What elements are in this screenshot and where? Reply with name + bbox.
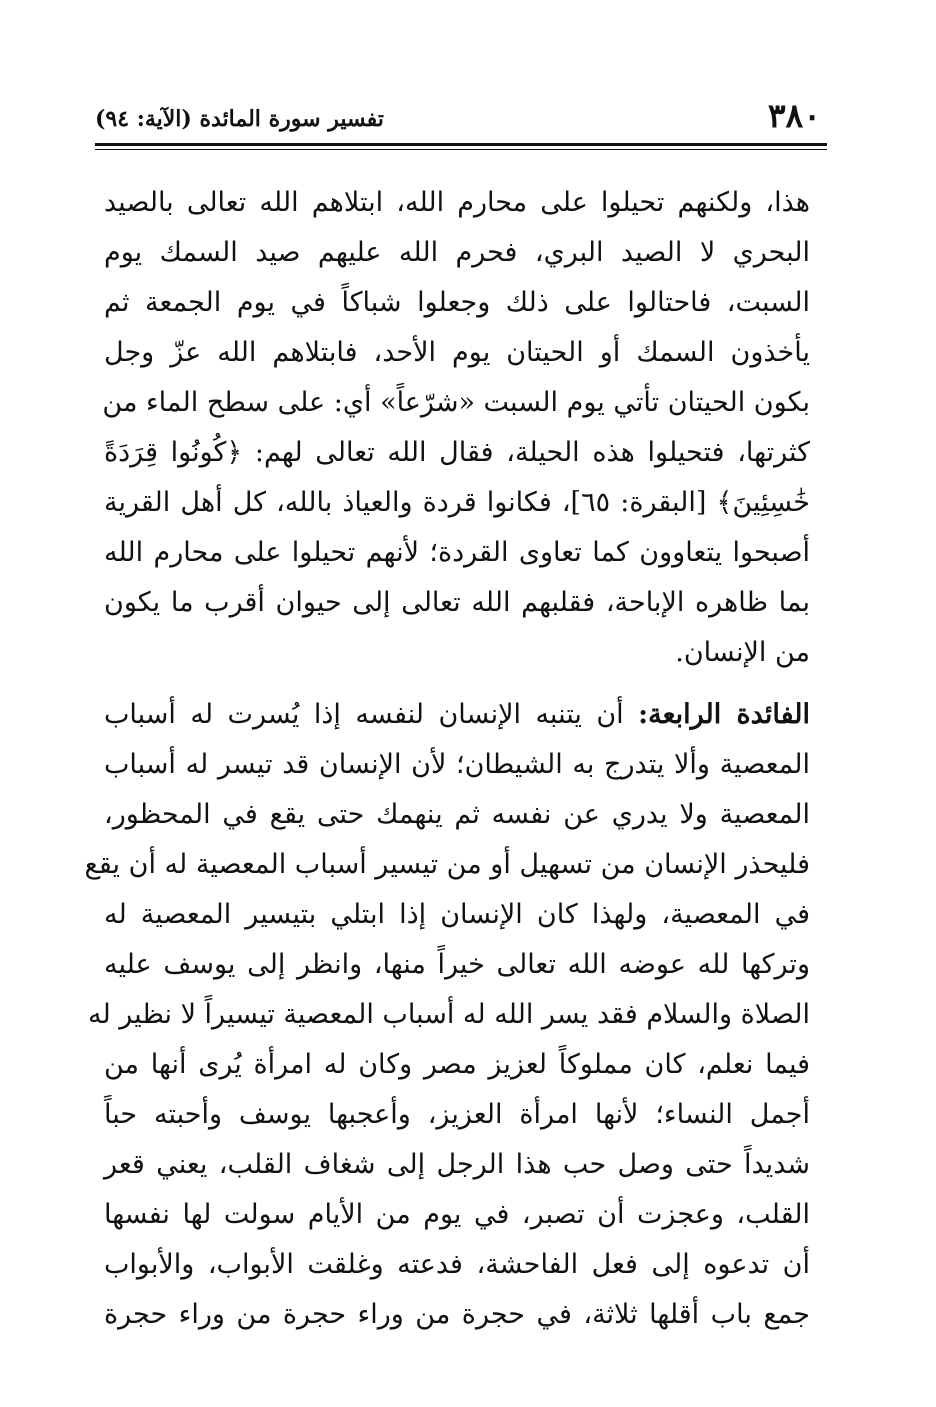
text-line: الصلاة والسلام فقد يسر الله له أسباب المعصية تيسيراً لا نظير له — [88, 999, 810, 1030]
text-line: فليحذر الإنسان من تسهيل أو من تيسير أسباب المعصية له أن يقع — [84, 849, 810, 880]
text-line: خَٰسِئِينَ﴾ [البقرة: ٦٥]، فكانوا قردة والعياذ بالله، كل أهل القرية — [104, 487, 810, 518]
page-header — [95, 96, 827, 142]
text-line: جمع باب أقلها ثلاثة، في حجرة من وراء حجرة من وراء حجرة — [104, 1299, 810, 1330]
text-line-first-rest: أن يتنبه الإنسان لنفسه إذا يُسرت له أسباب — [104, 699, 624, 730]
text-line: بكون الحيتان تأتي يوم السبت «شرّعاً» أي: على سطح الماء من — [102, 387, 810, 418]
text-line: أصبحوا يتعاوون كما تعاوى القردة؛ لأنهم تحيلوا على محارم الله — [104, 537, 810, 568]
text-line: بما ظاهره الإباحة، فقلبهم الله تعالى إلى حيوان أقرب ما يكون — [104, 587, 810, 618]
text-line: أجمل النساء؛ لأنها امرأة العزيز، وأعجبها يوسف وأحبته حباً — [104, 1099, 810, 1130]
text-line: المعصية ولا يدري عن نفسه ثم ينهمك حتى يقع في المحظور، — [104, 799, 810, 830]
text-line: كثرتها، فتحيلوا هذه الحيلة، فقال الله تعالى لهم: ﴿كُونُوا قِرَدَةً — [104, 437, 810, 468]
running-title: تفسير سورة المائدة (الآية: ٩٤) — [95, 106, 384, 132]
text-line: هذا، ولكنهم تحيلوا على محارم الله، ابتلاهم الله تعالى بالصيد — [104, 187, 810, 218]
text-line: السبت، فاحتالوا على ذلك وجعلوا شباكاً في يوم الجمعة ثم — [104, 287, 810, 318]
text-line: فيما نعلم، كان مملوكاً لعزيز مصر وكان له امرأة يُرى أنها من — [104, 1049, 810, 1080]
section-heading: الفائدة الرابعة: — [638, 699, 810, 730]
paragraph-2 — [84, 690, 810, 1340]
header-rule-thick — [95, 143, 827, 146]
text-line: شديداً حتى وصل حب هذا الرجل إلى شغاف القلب، يعني قعر — [104, 1149, 810, 1180]
text-line: يأخذون السمك أو الحيتان يوم الأحد، فابتلاهم الله عزّ وجل — [104, 337, 810, 368]
text-line: وتركها لله عوضه الله تعالى خيراً منها، وانظر إلى يوسف عليه — [104, 949, 810, 980]
page-number: ٣٨٠ — [767, 96, 821, 135]
paragraph-1 — [104, 178, 810, 678]
text-line: القلب، وعجزت أن تصبر، في يوم من الأيام سولت لها نفسها — [104, 1199, 810, 1230]
text-line: في المعصية، ولهذا كان الإنسان إذا ابتلي بتيسير المعصية له — [104, 899, 810, 930]
text-line: البحري لا الصيد البري، فحرم الله عليهم صيد السمك يوم — [104, 237, 810, 268]
text-line-first — [104, 690, 810, 740]
text-line: أن تدعوه إلى فعل الفاحشة، فدعته وغلقت الأبواب، والأبواب — [104, 1249, 810, 1280]
text-line: المعصية وألا يتدرج به الشيطان؛ لأن الإنسان قد تيسر له أسباب — [104, 749, 810, 780]
header-rule-thin — [95, 149, 827, 150]
text-line: من الإنسان. — [675, 637, 810, 668]
